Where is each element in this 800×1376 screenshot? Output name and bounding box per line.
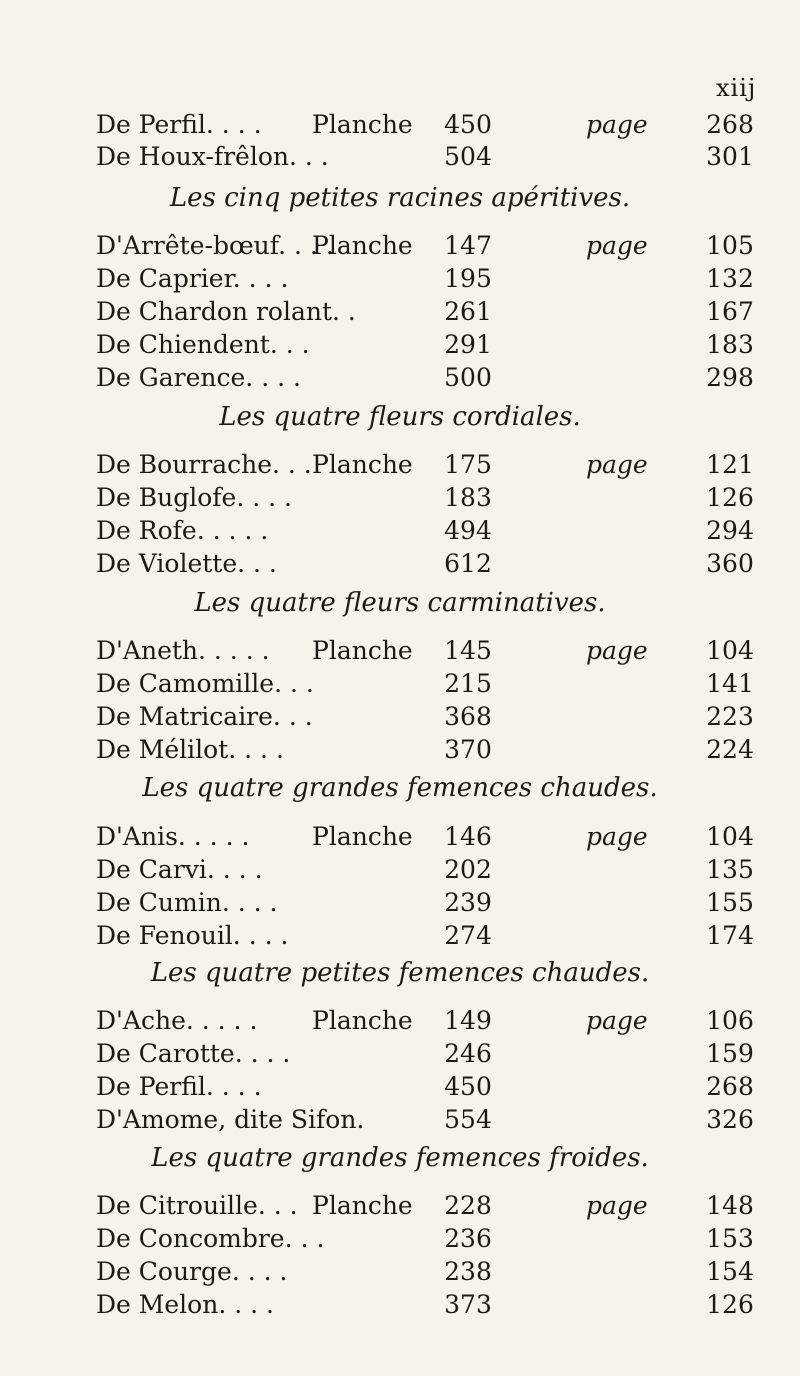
index-row [0,735,800,769]
page-number: 174 [706,921,754,950]
plate-number: 494 [444,516,492,545]
page-label: page [586,231,648,260]
entry-name: De Fenouil. . . . [96,921,289,950]
plate-number: 504 [444,142,492,171]
page-number: 106 [706,1006,754,1035]
page-label: page [586,450,648,479]
page-number: 104 [706,822,754,851]
index-row [0,142,800,176]
page-number: 141 [706,669,754,698]
index-row [0,855,800,889]
entry-name: D'Ache. . . . . [96,1006,258,1035]
plate-number: 215 [444,669,492,698]
page-number: 154 [706,1257,754,1286]
plate-number: 261 [444,297,492,326]
index-row [0,1290,800,1324]
plate-number: 612 [444,549,492,578]
index-row [0,264,800,298]
page-number: 126 [706,1290,754,1319]
plate-number: 450 [444,1072,492,1101]
page-number: 326 [706,1105,754,1134]
entry-name: De Melon. . . . [96,1290,274,1319]
page-number: 126 [706,483,754,512]
plate-number: 368 [444,702,492,731]
plate-number: 146 [444,822,492,851]
index-row [0,1006,800,1040]
section-heading: Les cinq petites racines apéritives. [169,183,631,213]
index-row [0,636,800,670]
page-number: 268 [706,1072,754,1101]
page-number: 155 [706,888,754,917]
plate-number: 373 [444,1290,492,1319]
entry-name: De Camomille. . . [96,669,314,698]
plate-number: 183 [444,483,492,512]
section-heading: Les quatre fleurs carminatives. [194,588,606,618]
plate-label: Planche [312,1191,413,1220]
plate-number: 145 [444,636,492,665]
plate-label: Planche [312,450,413,479]
page-number: 223 [706,702,754,731]
page-number: 153 [706,1224,754,1253]
page-number: 268 [706,110,754,139]
entry-name: De Perfil. . . . [96,1072,262,1101]
plate-label: Planche [312,231,413,260]
plate-label: Planche [312,110,413,139]
entry-name: De Citrouille. . . [96,1191,298,1220]
plate-number: 500 [444,363,492,392]
page-number: 224 [706,735,754,764]
section-heading: Les quatre grandes femences chaudes. [142,773,658,803]
entry-name: De Garence. . . . [96,363,301,392]
index-row [0,549,800,583]
page-label: page [586,822,648,851]
plate-number: 236 [444,1224,492,1253]
plate-number: 238 [444,1257,492,1286]
entry-name: De Matricaire. . . [96,702,313,731]
index-row [0,822,800,856]
index-row [0,231,800,265]
entry-name: De Bourrache. . . [96,450,312,479]
index-row [0,483,800,517]
index-row [0,921,800,955]
index-row [0,888,800,922]
index-row [0,297,800,331]
page-label: page [586,110,648,139]
plate-label: Planche [312,822,413,851]
plate-number: 239 [444,888,492,917]
plate-number: 370 [444,735,492,764]
page-number: 298 [706,363,754,392]
index-row [0,1105,800,1139]
index-row [0,1191,800,1225]
page-folio: xiij [716,74,757,102]
entry-name: De Cumin. . . . [96,888,278,917]
page-number: 148 [706,1191,754,1220]
entry-name: De Courge. . . . [96,1257,288,1286]
plate-number: 175 [444,450,492,479]
plate-number: 202 [444,855,492,884]
entry-name: De Carvi. . . . [96,855,263,884]
index-row [0,1039,800,1073]
plate-number: 149 [444,1006,492,1035]
page-number: 135 [706,855,754,884]
index-row [0,1257,800,1291]
entry-name: D'Anis. . . . . [96,822,250,851]
entry-name: De Concombre. . . [96,1224,325,1253]
plate-number: 274 [444,921,492,950]
page-number: 294 [706,516,754,545]
index-row [0,450,800,484]
entry-name: D'Arrête-bœuf. . . . [96,231,334,260]
plate-number: 246 [444,1039,492,1068]
entry-name: De Caprier. . . . [96,264,289,293]
index-row [0,669,800,703]
entry-name: De Carotte. . . . [96,1039,291,1068]
plate-number: 291 [444,330,492,359]
entry-name: De Chiendent. . . [96,330,310,359]
plate-number: 195 [444,264,492,293]
page-number: 104 [706,636,754,665]
plate-number: 450 [444,110,492,139]
section-heading: Les quatre petites femences chaudes. [150,958,650,988]
page-label: page [586,636,648,665]
entry-name: D'Aneth. . . . . [96,636,270,665]
plate-label: Planche [312,636,413,665]
entry-name: D'Amome, dite Sifon. [96,1105,365,1134]
index-row [0,330,800,364]
plate-label: Planche [312,1006,413,1035]
plate-number: 147 [444,231,492,260]
entry-name: De Rofe. . . . . [96,516,269,545]
page-number: 301 [706,142,754,171]
section-heading: Les quatre fleurs cordiales. [219,402,581,432]
section-heading: Les quatre grandes femences froides. [151,1143,649,1173]
page-number: 132 [706,264,754,293]
page-number: 360 [706,549,754,578]
page-number: 105 [706,231,754,260]
page-number: 121 [706,450,754,479]
index-row [0,516,800,550]
entry-name: De Mélilot. . . . [96,735,284,764]
page-number: 183 [706,330,754,359]
entry-name: De Chardon rolant. . [96,297,356,326]
page-number: 159 [706,1039,754,1068]
index-row [0,1224,800,1258]
entry-name: De Buglofe. . . . [96,483,292,512]
entry-name: De Houx-frêlon. . . [96,142,329,171]
entry-name: De Violette. . . [96,549,277,578]
plate-number: 554 [444,1105,492,1134]
index-row [0,1072,800,1106]
index-row [0,702,800,736]
index-row [0,110,800,144]
plate-number: 228 [444,1191,492,1220]
entry-name: De Perfil. . . . [96,110,262,139]
page-number: 167 [706,297,754,326]
page-label: page [586,1006,648,1035]
page-label: page [586,1191,648,1220]
index-row [0,363,800,397]
